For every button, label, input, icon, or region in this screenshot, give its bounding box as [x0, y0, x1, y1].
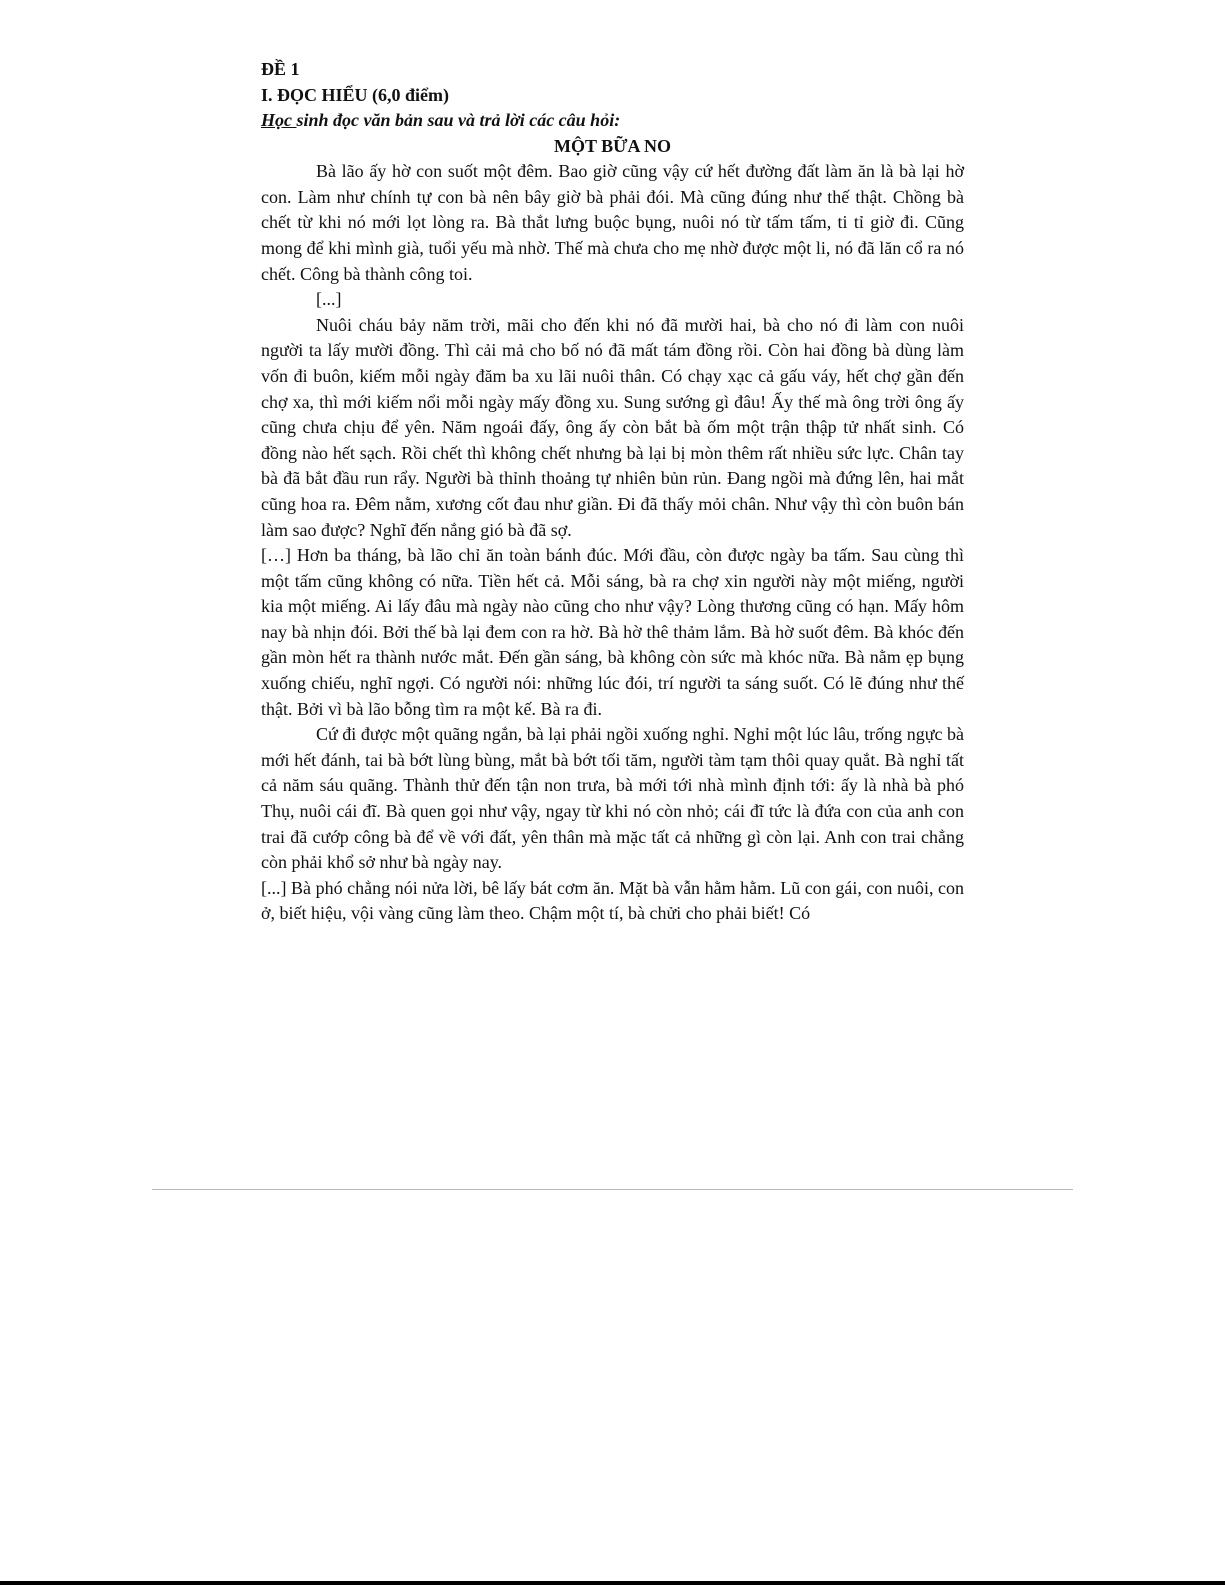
paragraph: [...] Bà phó chẳng nói nửa lời, bê lấy bát cơm ăn. Mặt bà vẫn hằm hằm. Lũ con gái, con nuôi, con ở, biết hiệu, vội vàng cũng làm theo. Chậm một tí, bà chửi cho phải biết! Có [261, 877, 964, 924]
exam-label: ĐỀ 1 [261, 59, 300, 79]
instruction-text: sinh đọc văn bản sau và trả lời các câu hỏi: [296, 110, 621, 130]
section-title: I. ĐỌC HIỂU (6,0 điểm) [261, 85, 449, 105]
paragraph: Nuôi cháu bảy năm trời, mãi cho đến khi nó đã mười hai, bà cho nó đi làm con nuôi người ta lấy mười đồng. Thì cải mả cho bố nó đã mất tám đồng rồi. Còn hai đồng bà dùng làm vốn đi buôn, kiếm mỗi ngày đăm ba xu lãi nuôi thân. Có chạy xạc cả gấu váy, hết chợ gần đến chợ xa, thì mới kiếm nổi mỗi ngày mấy đồng xu. Sung sướng gì đâu! Ấy thế mà ông trời ông ấy cũng chưa chịu để yên. Năm ngoái đấy, ông ấy còn bắt bà ốm một trận thập tử nhất sinh. Có đồng nào hết sạch. Rồi chết thì không chết nhưng bà lại bị mòn thêm rất nhiều sức lực. Chân tay bà đã bắt đầu run rẩy. Người bà thỉnh thoảng tự nhiên bủn rủn. Đang ngồi mà đứng lên, hai mắt cũng hoa ra. Đêm nằm, xương cốt đau như giần. Đi đã thấy mỏi chân. Như vậy thì còn buôn bán làm sao được? Nghĩ đến nắng gió bà đã sợ. [261, 314, 964, 540]
document-content [261, 56, 964, 927]
paragraph: Cứ đi được một quãng ngắn, bà lại phải ngồi xuống nghỉ. Nghỉ một lúc lâu, trống ngực bà mới hết đánh, tai bà bớt lùng bùng, mắt bà bớt tối tăm, người tàm tạm thôi quay quắt. Bà nghỉ tất cả năm sáu quãng. Thành thử đến tận non trưa, bà mới tới nhà mình định tới: ấy là nhà bà phó Thụ, nuôi cái đĩ. Bà quen gọi như vậy, ngay từ khi nó còn nhỏ; cái đĩ tức là đứa con của anh con trai đã cướp công bà để về với đất, yên thân mà mặc tất cả những gì còn lại. Anh con trai chẳng còn phải khổ sở như bà ngày nay. [261, 724, 964, 873]
bottom-edge-bar [0, 1581, 1225, 1585]
ellipsis-marker: [...] [316, 289, 342, 310]
paragraph: […] Hơn ba tháng, bà lão chỉ ăn toàn bánh đúc. Mới đầu, còn được ngày ba tấm. Sau cùng thì một tấm cũng không có nữa. Tiền hết cả. Mỗi sáng, bà ra chợ xin người này một miếng, người kia một miếng. Ai lấy đâu mà ngày nào cũng cho như vậy? Lòng thương cũng có hạn. Mấy hôm nay bà nhịn đói. Bởi thế bà lại đem con ra hờ. Bà hờ thê thảm lắm. Bà hờ suốt đêm. Bà khóc đến gần mòn hết ra thành nước mắt. Đến gần sáng, bà không còn sức mà khóc nữa. Bà nằm ẹp bụng xuống chiếu, nghĩ ngợi. Có người nói: những lúc đói, trí người ta sáng suốt. Có lẽ đúng như thế thật. Bởi vì bà lão bỗng tìm ra một kế. Bà ra đi. [261, 545, 964, 719]
page-divider [152, 1189, 1073, 1190]
story-title: MỘT BỮA NO [553, 135, 671, 156]
paragraph: Bà lão ấy hờ con suốt một đêm. Bao giờ cũng vậy cứ hết đường đất làm ăn là bà lại hờ con. Làm như chính tự con bà nên bây giờ bà phải đói. Mà cũng đúng như thế thật. Chồng bà chết từ khi nó mới lọt lòng ra. Bà thắt lưng buộc bụng, nuôi nó từ tấm tấm, ti tỉ giờ đi. Cũng mong để khi mình già, tuổi yếu mà nhờ. Thế mà chưa cho mẹ nhờ được một li, nó đã lăn cổ ra nó chết. Công bà thành công toi. [261, 161, 964, 284]
instruction-underlined: Học [261, 110, 297, 130]
instruction-line [261, 108, 964, 134]
